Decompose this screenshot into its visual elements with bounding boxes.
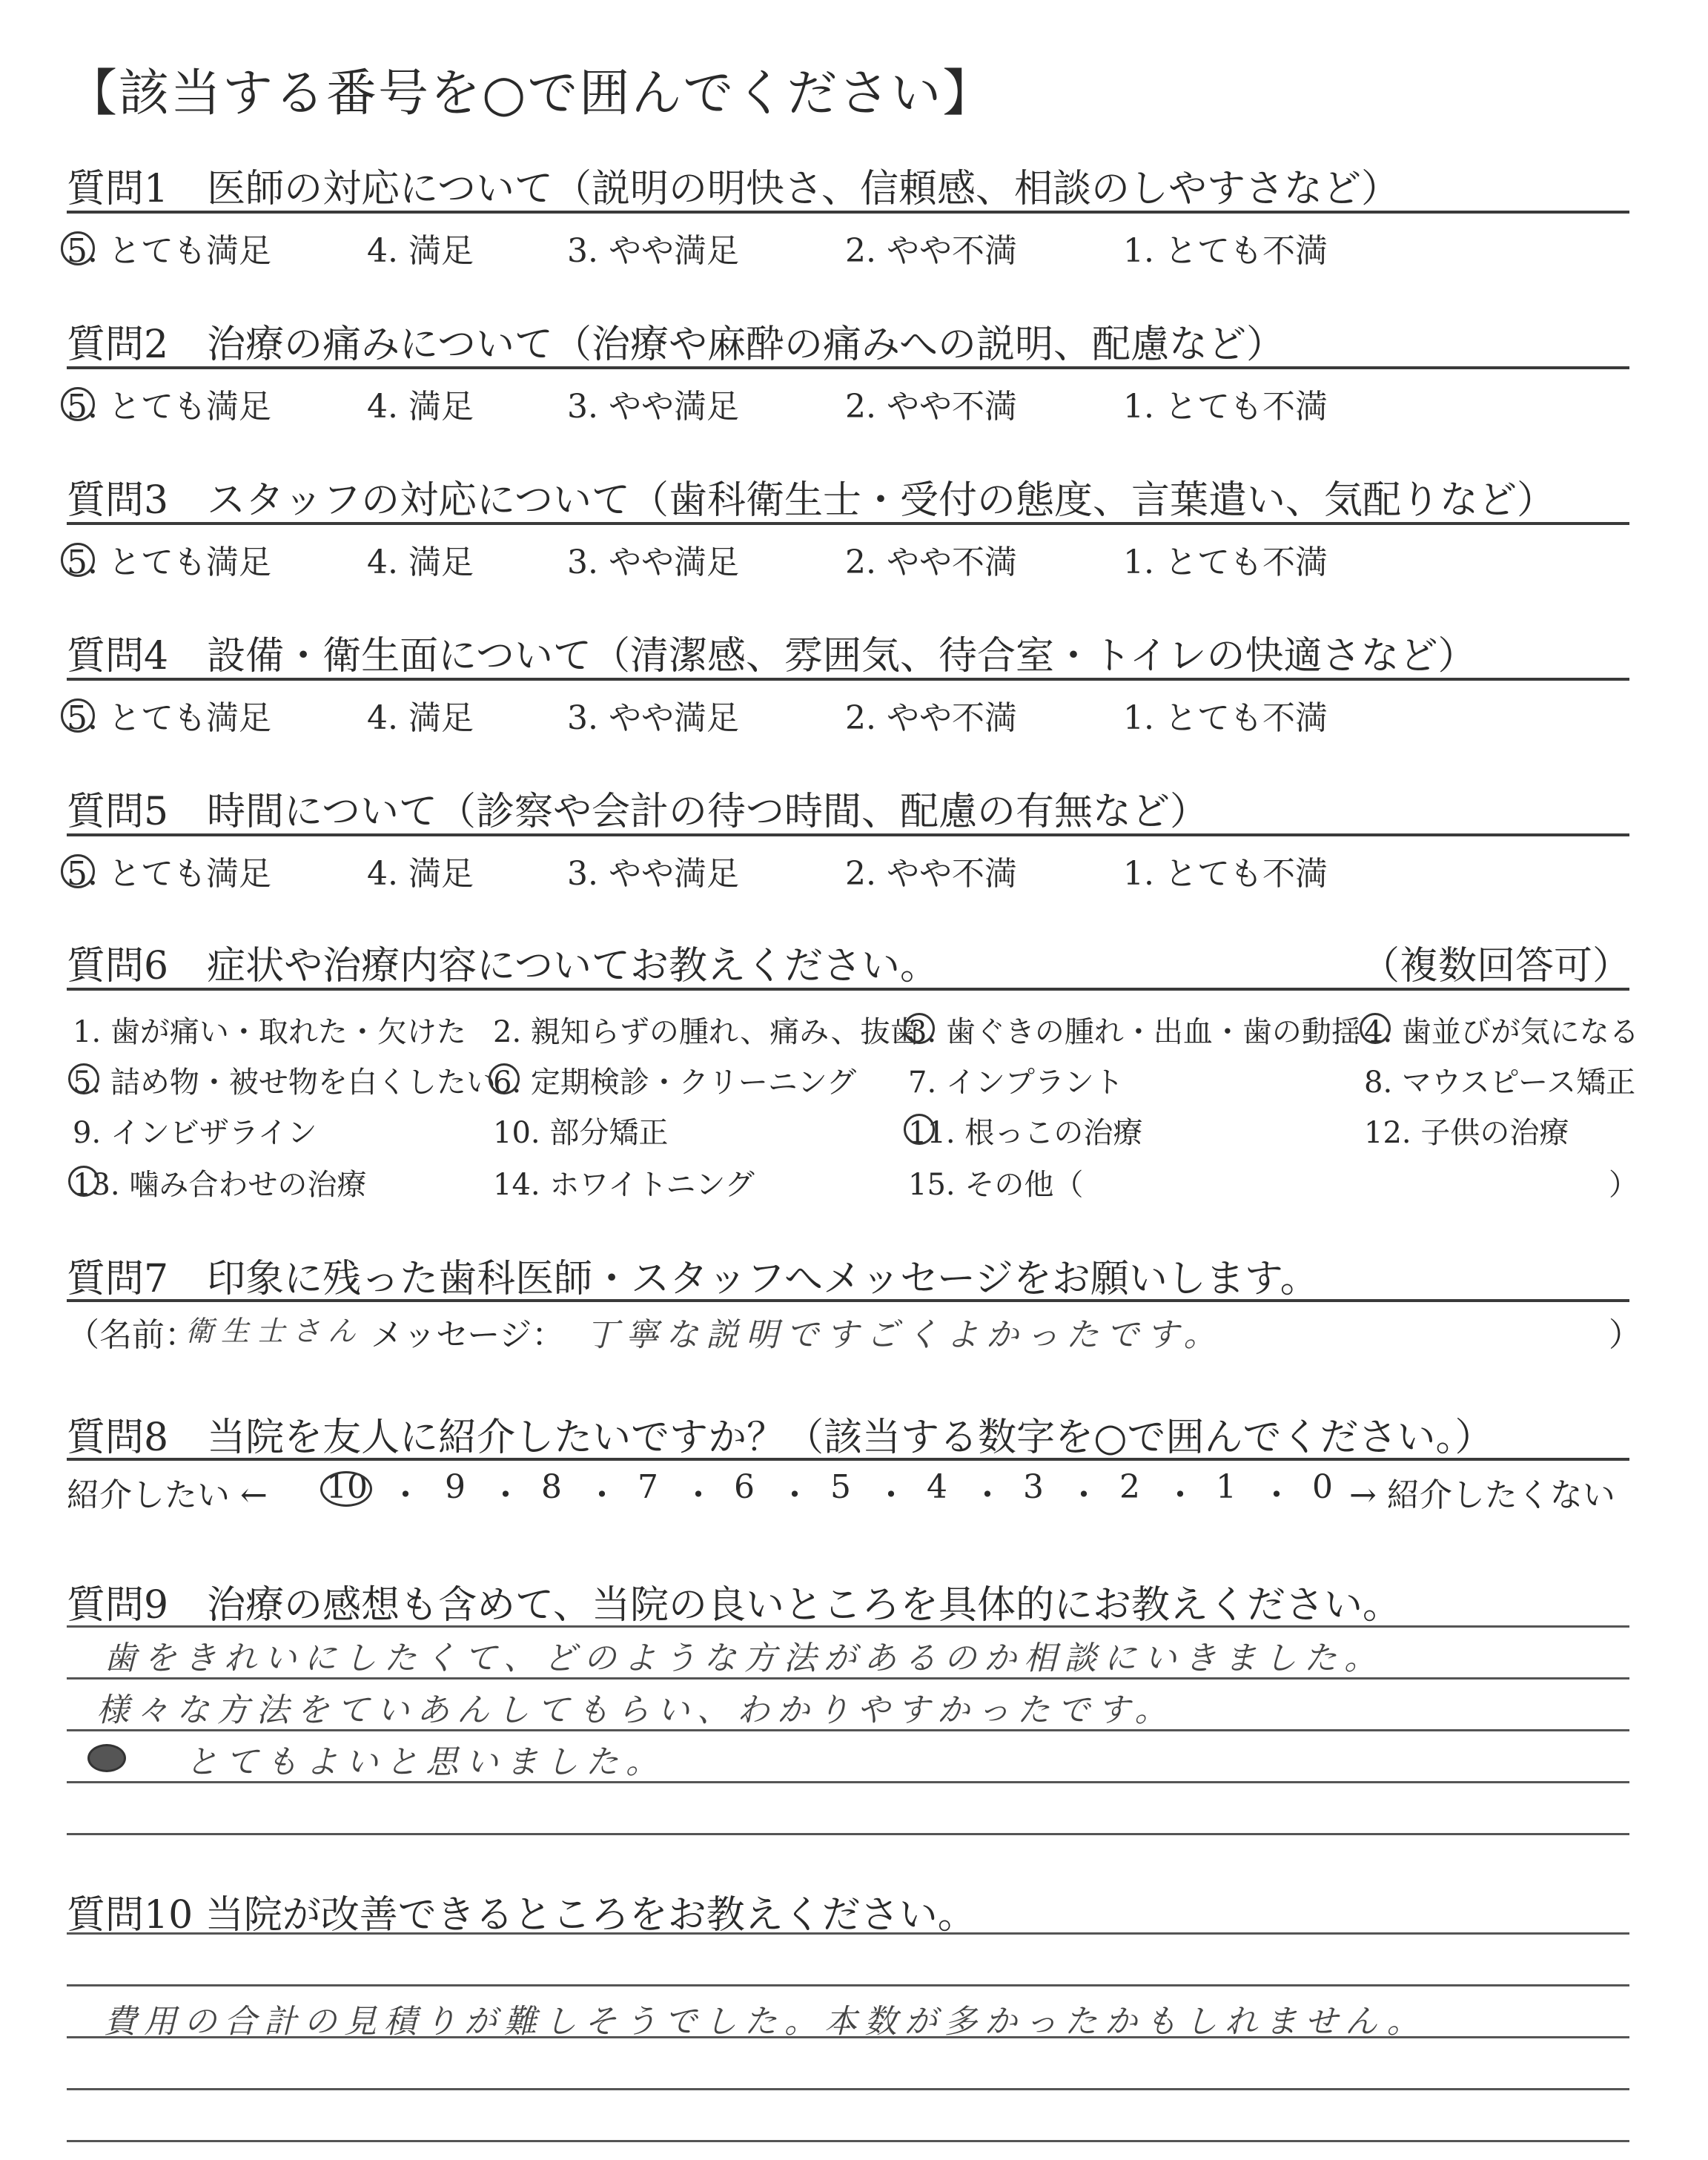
q9-answer-line[interactable]: 歯をきれいにしたくて、どのような方法があるのか相談にいきました。	[104, 1639, 1385, 1677]
q1-option-3[interactable]: 3. やや満足	[567, 232, 739, 270]
q8-separator: ・	[586, 1476, 618, 1514]
q6-option-15[interactable]: 15. その他（	[908, 1168, 1084, 1202]
q5-title: 質問5 時間について（診察や会計の待つ時間、配慮の有無など）	[67, 790, 1209, 834]
q10-answer-line[interactable]: 費用の合計の見積りが難しそうでした。本数が多かったかもしれません。	[104, 2003, 1427, 2041]
q6-option-7[interactable]: 7. インプラント	[908, 1066, 1124, 1100]
q1-option-4[interactable]: 4. 満足	[367, 232, 474, 270]
q3-option-2[interactable]: 2. やや不満	[845, 544, 1017, 581]
q6-option-11[interactable]: 11. 根っこの治療	[908, 1116, 1143, 1150]
q9-ruled-line	[67, 1625, 1629, 1628]
q9-answer-line[interactable]: 様々な方法をていあんしてもらい、わかりやすかったです。	[96, 1691, 1175, 1729]
q3-option-1[interactable]: 1. とても不満	[1123, 544, 1328, 581]
q3-rule	[67, 522, 1629, 525]
q7-name-label: （名前：	[67, 1316, 197, 1354]
q1-selected-circle	[61, 231, 95, 265]
q4-option-1[interactable]: 1. とても不満	[1123, 699, 1328, 737]
q8-separator: ・	[971, 1476, 1004, 1514]
q3-option-3[interactable]: 3. やや満足	[567, 544, 739, 581]
q1-rule	[67, 211, 1629, 214]
q3-title: 質問3 スタッフの対応について（歯科衛生士・受付の態度、言葉遣い、気配りなど）	[67, 478, 1556, 523]
q6-option-8[interactable]: 8. マウスピース矯正	[1364, 1066, 1636, 1100]
q8-scale-5[interactable]: 5	[830, 1468, 851, 1506]
q2-rule	[67, 366, 1629, 369]
q2-option-4[interactable]: 4. 満足	[367, 388, 474, 426]
q8-left-label: 紹介したい ←	[67, 1476, 268, 1514]
q6-option-9[interactable]: 9. インビザライン	[73, 1116, 317, 1150]
q8-separator: ・	[1164, 1476, 1196, 1514]
q6-option-6[interactable]: 6. 定期検診・クリーニング	[493, 1066, 857, 1100]
q10-ruled-line	[67, 2088, 1629, 2090]
q5-selected-circle	[61, 854, 95, 888]
q8-separator: ・	[1068, 1476, 1100, 1514]
q8-separator: ・	[1260, 1476, 1293, 1514]
q1-option-1[interactable]: 1. とても不満	[1123, 232, 1328, 270]
q9-answer-line[interactable]: とてもよいと思いました。	[185, 1743, 666, 1781]
q8-scale-3[interactable]: 3	[1023, 1468, 1044, 1506]
q7-message-value[interactable]: 丁寧な説明ですごくよかったです。	[586, 1316, 1224, 1354]
q8-scale-9[interactable]: 9	[445, 1468, 466, 1506]
q6-selected-circle-5	[68, 1063, 99, 1094]
q8-scale-2[interactable]: 2	[1119, 1468, 1140, 1506]
q2-selected-circle	[61, 387, 95, 421]
q7-close-paren: ）	[1609, 1316, 1641, 1354]
q8-selected-circle	[320, 1471, 372, 1507]
q5-option-2[interactable]: 2. やや不満	[845, 855, 1017, 893]
q8-separator: ・	[778, 1476, 811, 1514]
q2-option-5[interactable]: 5. とても満足	[67, 388, 271, 426]
q2-option-1[interactable]: 1. とても不満	[1123, 388, 1328, 426]
q10-ruled-line	[67, 2140, 1629, 2142]
q8-scale-4[interactable]: 4	[927, 1468, 947, 1506]
q5-rule	[67, 833, 1629, 836]
q7-title: 質問7 印象に残った歯科医師・スタッフへメッセージをお願いします。	[67, 1257, 1319, 1301]
q6-option-4[interactable]: 4. 歯並びが気になる	[1364, 1015, 1639, 1049]
q6-option-13[interactable]: 13. 噛み合わせの治療	[73, 1168, 367, 1202]
q8-rule	[67, 1458, 1629, 1461]
q4-option-4[interactable]: 4. 満足	[367, 699, 474, 737]
page-header: 【該当する番号を○で囲んでください】	[67, 65, 995, 123]
q8-scale-10[interactable]: 10	[326, 1468, 368, 1506]
q6-option-16: ）	[1609, 1168, 1638, 1202]
q6-selected-circle-3	[904, 1013, 935, 1044]
q6-selected-circle-13	[68, 1166, 99, 1197]
q7-rule	[67, 1299, 1629, 1302]
q5-option-1[interactable]: 1. とても不満	[1123, 855, 1328, 893]
q3-option-5[interactable]: 5. とても満足	[67, 544, 271, 581]
q8-scale-8[interactable]: 8	[541, 1468, 562, 1506]
q5-option-3[interactable]: 3. やや満足	[567, 855, 739, 893]
q6-option-10[interactable]: 10. 部分矯正	[493, 1116, 669, 1150]
q8-right-label: → 紹介したくない	[1349, 1476, 1615, 1514]
q10-ruled-line	[67, 1932, 1629, 1935]
q6-option-14[interactable]: 14. ホワイトニング	[493, 1168, 755, 1202]
q4-rule	[67, 678, 1629, 681]
q7-message-label: メッセージ：	[371, 1316, 565, 1354]
q1-option-5[interactable]: 5. とても満足	[67, 232, 271, 270]
q1-option-2[interactable]: 2. やや不満	[845, 232, 1017, 270]
q4-option-3[interactable]: 3. やや満足	[567, 699, 739, 737]
q6-option-2[interactable]: 2. 親知らずの腫れ、痛み、抜歯	[493, 1015, 920, 1049]
q3-selected-circle	[61, 543, 95, 577]
q5-option-4[interactable]: 4. 満足	[367, 855, 474, 893]
q9-ruled-line	[67, 1833, 1629, 1835]
q6-option-12[interactable]: 12. 子供の治療	[1364, 1116, 1569, 1150]
q6-option-5[interactable]: 5. 詰め物・被せ物を白くしたい	[73, 1066, 496, 1100]
q6-rule	[67, 988, 1629, 991]
q6-title: 質問6 症状や治療内容についてお教えください。	[67, 944, 939, 988]
q8-scale-6[interactable]: 6	[734, 1468, 755, 1506]
q6-selected-circle-6	[489, 1063, 520, 1094]
q8-separator: ・	[389, 1476, 422, 1514]
q6-option-3[interactable]: 3. 歯ぐきの腫れ・出血・歯の動揺	[908, 1015, 1361, 1049]
q8-separator: ・	[875, 1476, 907, 1514]
q3-option-4[interactable]: 4. 満足	[367, 544, 474, 581]
q6-option-1[interactable]: 1. 歯が痛い・取れた・欠けた	[73, 1015, 466, 1049]
q10-ruled-line	[67, 1984, 1629, 1986]
q2-option-2[interactable]: 2. やや不満	[845, 388, 1017, 426]
q5-option-5[interactable]: 5. とても満足	[67, 855, 271, 893]
q6-selected-circle-4	[1360, 1013, 1391, 1044]
q6-note: （複数回答可）	[1361, 944, 1632, 988]
q10-title: 質問10 当院が改善できるところをお教えください。	[67, 1893, 976, 1938]
q4-option-5[interactable]: 5. とても満足	[67, 699, 271, 737]
q4-selected-circle	[61, 698, 95, 733]
q8-scale-1[interactable]: 1	[1216, 1468, 1237, 1506]
q6-selected-circle-11	[904, 1114, 935, 1145]
q9-title: 質問9 治療の感想も含めて、当院の良いところを具体的にお教えください。	[67, 1583, 1402, 1628]
q4-option-2[interactable]: 2. やや不満	[845, 699, 1017, 737]
q8-title: 質問8 当院を友人に紹介したいですか？（該当する数字を○で囲んでください。）	[67, 1416, 1494, 1460]
q7-name-value[interactable]: 衛生士さん	[185, 1315, 364, 1347]
q9-scribble-mark	[87, 1744, 126, 1772]
q8-scale-7[interactable]: 7	[638, 1468, 658, 1506]
q8-separator: ・	[489, 1476, 522, 1514]
q1-title: 質問1 医師の対応について（説明の明快さ、信頼感、相談のしやすさなど）	[67, 167, 1400, 211]
q2-title: 質問2 治療の痛みについて（治療や麻酔の痛みへの説明、配慮など）	[67, 323, 1285, 367]
q2-option-3[interactable]: 3. やや満足	[567, 388, 739, 426]
q4-title: 質問4 設備・衛生面について（清潔感、雰囲気、待合室・トイレの快適さなど）	[67, 634, 1477, 678]
q8-separator: ・	[682, 1476, 715, 1514]
q8-scale-0[interactable]: 0	[1312, 1468, 1333, 1506]
